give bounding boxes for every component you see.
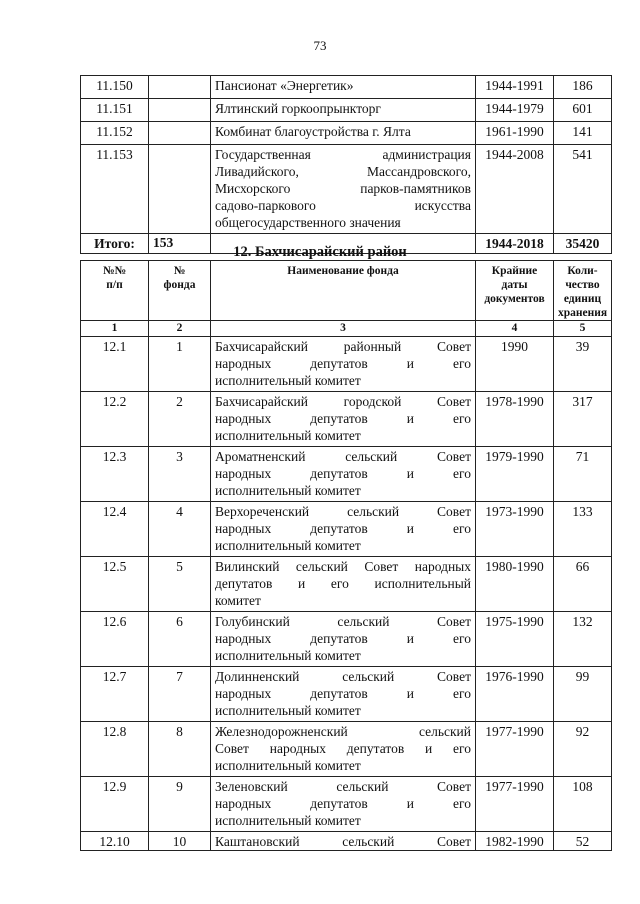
date-range: 1977-1990 — [476, 777, 554, 832]
name-line: народных депутатов и его — [215, 686, 471, 701]
row-number: 12.10 — [81, 832, 149, 851]
storage-count: 601 — [554, 99, 612, 122]
page-number: 73 — [313, 38, 327, 53]
row-number: 11.152 — [81, 122, 149, 145]
row-number: 12.9 — [81, 777, 149, 832]
header-row — [81, 261, 612, 321]
fond-number — [149, 145, 211, 234]
column-number-row — [81, 321, 612, 337]
name-line: садово-паркового искусства — [215, 198, 471, 213]
fond-number: 5 — [149, 557, 211, 612]
name-line: Зеленовский сельский Совет — [215, 779, 471, 794]
table-row — [81, 337, 612, 392]
table-row — [81, 777, 612, 832]
fond-number — [149, 76, 211, 99]
table-row — [81, 392, 612, 447]
name-line: Железнодорожненский сельский — [215, 724, 471, 739]
fond-number: 8 — [149, 722, 211, 777]
name-line: народных депутатов и его — [215, 411, 471, 426]
name-line: исполнительный комитет — [215, 538, 361, 553]
fund-table — [80, 260, 612, 851]
table-row — [81, 502, 612, 557]
name-line: Ялтинский горкоопрынкторг — [215, 101, 381, 116]
fond-number: 9 — [149, 777, 211, 832]
row-number: 12.3 — [81, 447, 149, 502]
section-title: 12. Бахчисарайский район — [233, 244, 407, 260]
header-col1: №№ п/п — [81, 261, 149, 321]
table-row — [81, 612, 612, 667]
fond-number: 7 — [149, 667, 211, 722]
column-number: 1 — [81, 321, 149, 337]
name-line: Бахчисарайский городской Совет — [215, 394, 471, 409]
header-col2: № фонда — [149, 261, 211, 321]
fond-name — [211, 122, 476, 145]
fond-name — [211, 99, 476, 122]
date-range: 1978-1990 — [476, 392, 554, 447]
storage-count: 317 — [554, 392, 612, 447]
total-label: Итого: — [81, 234, 149, 254]
name-line: Долинненский сельский Совет — [215, 669, 471, 684]
fond-name — [211, 502, 476, 557]
fond-number: 1 — [149, 337, 211, 392]
table-row — [81, 722, 612, 777]
storage-count: 92 — [554, 722, 612, 777]
name-line: народных депутатов и его — [215, 356, 471, 371]
fond-name — [211, 832, 476, 851]
name-line: Ароматненский сельский Совет — [215, 449, 471, 464]
name-line: Совет народных депутатов и его — [215, 741, 471, 756]
row-number: 12.1 — [81, 337, 149, 392]
fond-number — [149, 99, 211, 122]
storage-count: 141 — [554, 122, 612, 145]
column-number: 4 — [476, 321, 554, 337]
name-line: исполнительный комитет — [215, 813, 361, 828]
column-number: 2 — [149, 321, 211, 337]
table-row — [81, 99, 612, 122]
name-line: исполнительный комитет — [215, 703, 361, 718]
name-line: Пансионат «Энергетик» — [215, 78, 354, 93]
name-line: исполнительный комитет — [215, 483, 361, 498]
total-fond: 153 — [149, 234, 211, 254]
name-line: депутатов и его исполнительный — [215, 576, 471, 591]
fond-name — [211, 447, 476, 502]
table-row — [81, 667, 612, 722]
name-line: Каштановский сельский Совет — [215, 834, 471, 849]
date-range: 1944-1991 — [476, 76, 554, 99]
name-line: исполнительный комитет — [215, 648, 361, 663]
date-range: 1990 — [476, 337, 554, 392]
fond-number — [149, 122, 211, 145]
name-line: Мисхорского парков-памятников — [215, 181, 471, 196]
storage-count: 186 — [554, 76, 612, 99]
name-line: народных депутатов и его — [215, 796, 471, 811]
column-number: 3 — [211, 321, 476, 337]
total-dates: 1944-2018 — [476, 234, 554, 254]
name-line: исполнительный комитет — [215, 428, 361, 443]
storage-count: 39 — [554, 337, 612, 392]
fond-name — [211, 392, 476, 447]
top-table — [80, 75, 612, 254]
header-col5: Коли- чество единиц хранения — [554, 261, 612, 321]
table-row — [81, 447, 612, 502]
fond-name — [211, 337, 476, 392]
date-range: 1973-1990 — [476, 502, 554, 557]
row-number: 12.2 — [81, 392, 149, 447]
name-line: народных депутатов и его — [215, 631, 471, 646]
date-range: 1977-1990 — [476, 722, 554, 777]
table-row — [81, 76, 612, 99]
table-row — [81, 557, 612, 612]
name-line: общегосударственного значения — [215, 215, 401, 230]
date-range: 1976-1990 — [476, 667, 554, 722]
fond-number: 10 — [149, 832, 211, 851]
storage-count: 71 — [554, 447, 612, 502]
fond-name — [211, 612, 476, 667]
row-number: 12.8 — [81, 722, 149, 777]
date-range: 1975-1990 — [476, 612, 554, 667]
name-line: Государственная администрация — [215, 147, 471, 162]
table-row — [81, 145, 612, 234]
name-line: народных депутатов и его — [215, 466, 471, 481]
fond-number: 2 — [149, 392, 211, 447]
header-col4: Крайние даты документов — [476, 261, 554, 321]
table-row — [81, 122, 612, 145]
fond-name — [211, 76, 476, 99]
name-line: Верхореченский сельский Совет — [215, 504, 471, 519]
row-number: 12.7 — [81, 667, 149, 722]
fond-number: 3 — [149, 447, 211, 502]
date-range: 1980-1990 — [476, 557, 554, 612]
name-line: Голубинский сельский Совет — [215, 614, 471, 629]
name-line: исполнительный комитет — [215, 373, 361, 388]
date-range: 1944-2008 — [476, 145, 554, 234]
storage-count: 99 — [554, 667, 612, 722]
storage-count: 52 — [554, 832, 612, 851]
column-number: 5 — [554, 321, 612, 337]
storage-count: 66 — [554, 557, 612, 612]
name-line: комитет — [215, 593, 261, 608]
name-line: Бахчисарайский районный Совет — [215, 339, 471, 354]
storage-count: 108 — [554, 777, 612, 832]
fond-number: 6 — [149, 612, 211, 667]
storage-count: 541 — [554, 145, 612, 234]
name-line: исполнительный комитет — [215, 758, 361, 773]
fond-number: 4 — [149, 502, 211, 557]
name-line: народных депутатов и его — [215, 521, 471, 536]
row-number: 11.151 — [81, 99, 149, 122]
table-row — [81, 832, 612, 851]
row-number: 12.6 — [81, 612, 149, 667]
name-line: Вилинский сельский Совет народных — [215, 559, 471, 574]
fond-name — [211, 557, 476, 612]
storage-count: 132 — [554, 612, 612, 667]
name-line: Ливадийского, Массандровского, — [215, 164, 471, 179]
date-range: 1944-1979 — [476, 99, 554, 122]
row-number: 11.150 — [81, 76, 149, 99]
fond-name — [211, 145, 476, 234]
row-number: 12.5 — [81, 557, 149, 612]
total-count: 35420 — [554, 234, 612, 254]
row-number: 12.4 — [81, 502, 149, 557]
date-range: 1979-1990 — [476, 447, 554, 502]
fond-name — [211, 667, 476, 722]
row-number: 11.153 — [81, 145, 149, 234]
date-range: 1961-1990 — [476, 122, 554, 145]
date-range: 1982-1990 — [476, 832, 554, 851]
header-col3: Наименование фонда — [211, 261, 476, 321]
storage-count: 133 — [554, 502, 612, 557]
name-line: Комбинат благоустройства г. Ялта — [215, 124, 411, 139]
fond-name — [211, 722, 476, 777]
fond-name — [211, 777, 476, 832]
